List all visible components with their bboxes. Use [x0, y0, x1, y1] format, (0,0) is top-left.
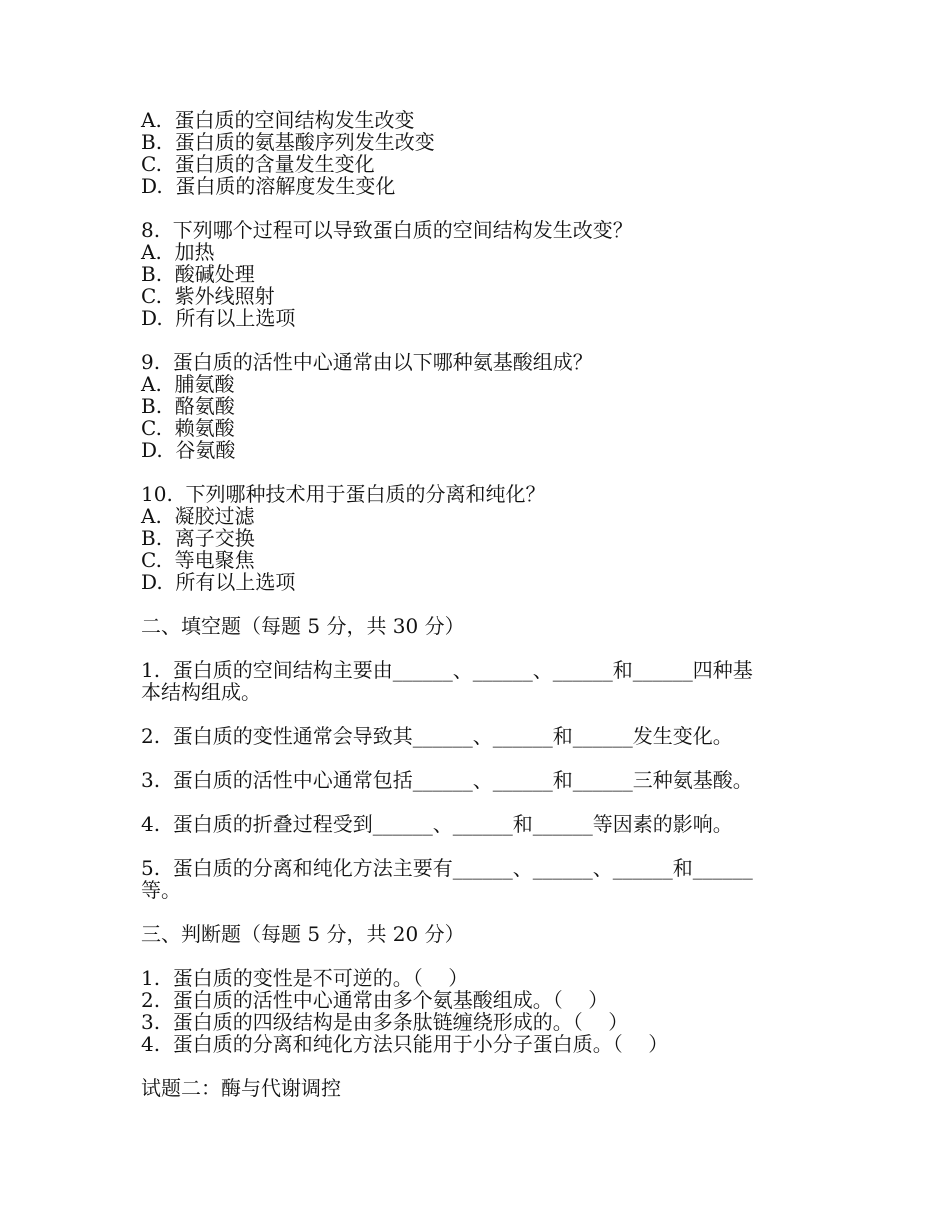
fill-blank-4: 4. 蛋白质的折叠过程受到______、______和______等因素的影响。 — [141, 812, 733, 836]
q7-options — [141, 109, 811, 197]
true-false-item-3: 3. 蛋白质的四级结构是由多条肽链缠绕形成的。（ ） — [141, 1010, 629, 1034]
true-false-item-1: 1. 蛋白质的变性是不可逆的。（ ） — [141, 966, 469, 990]
q7-option-c: C. 蛋白质的含量发生变化 — [141, 152, 375, 176]
fill-blank-5-line-2: 等。 — [141, 878, 181, 902]
q10-option-d: D. 所有以上选项 — [141, 570, 296, 594]
q9-option-b: B. 酪氨酸 — [141, 394, 235, 418]
fill-blank-1 — [141, 659, 811, 703]
fill-blank-3: 3. 蛋白质的活性中心通常包括______、______和______三种氨基酸。 — [141, 768, 753, 792]
section-3-heading: 三、判断题（每题 5 分，共 20 分） — [141, 922, 465, 946]
question-9 — [141, 351, 811, 461]
true-false-list — [141, 967, 811, 1055]
q8-option-a: A. 加热 — [141, 240, 215, 264]
q9-option-d: D. 谷氨酸 — [141, 438, 236, 462]
question-10 — [141, 483, 811, 593]
true-false-item-2: 2. 蛋白质的活性中心通常由多个氨基酸组成。（ ） — [141, 988, 609, 1012]
question-8 — [141, 219, 811, 329]
true-false-item-4: 4. 蛋白质的分离和纯化方法只能用于小分子蛋白质。（ ） — [141, 1032, 669, 1056]
q7-option-d: D. 蛋白质的溶解度发生变化 — [141, 174, 396, 198]
q9-option-c: C. 赖氨酸 — [141, 416, 235, 440]
exam-page — [141, 109, 811, 1099]
q9-option-a: A. 脯氨酸 — [141, 372, 235, 396]
q8-option-c: C. 紫外线照射 — [141, 284, 275, 308]
q7-option-a: A. 蛋白质的空间结构发生改变 — [141, 108, 415, 132]
fill-blank-5 — [141, 857, 811, 901]
q10-option-a: A. 凝胶过滤 — [141, 504, 255, 528]
q10-stem: 10. 下列哪种技术用于蛋白质的分离和纯化？ — [141, 482, 546, 506]
fill-blank-5-line-1: 5. 蛋白质的分离和纯化方法主要有______、______、______和______ — [141, 856, 753, 880]
q7-option-b: B. 蛋白质的氨基酸序列发生改变 — [141, 130, 435, 154]
q8-option-b: B. 酸碱处理 — [141, 262, 255, 286]
fill-blank-2: 2. 蛋白质的变性通常会导致其______、______和______发生变化。 — [141, 724, 733, 748]
q10-option-c: C. 等电聚焦 — [141, 548, 255, 572]
fill-blank-1-line-1: 1. 蛋白质的空间结构主要由______、______、______和______四种基 — [141, 658, 753, 682]
fill-blank-1-line-2: 本结构组成。 — [141, 680, 261, 704]
section-2-heading: 二、填空题（每题 5 分，共 30 分） — [141, 614, 465, 638]
q8-option-d: D. 所有以上选项 — [141, 306, 296, 330]
next-exam-title: 试题二：酶与代谢调控 — [141, 1076, 341, 1100]
q10-option-b: B. 离子交换 — [141, 526, 255, 550]
q8-stem: 8. 下列哪个过程可以导致蛋白质的空间结构发生改变？ — [141, 218, 633, 242]
q9-stem: 9. 蛋白质的活性中心通常由以下哪种氨基酸组成？ — [141, 350, 593, 374]
